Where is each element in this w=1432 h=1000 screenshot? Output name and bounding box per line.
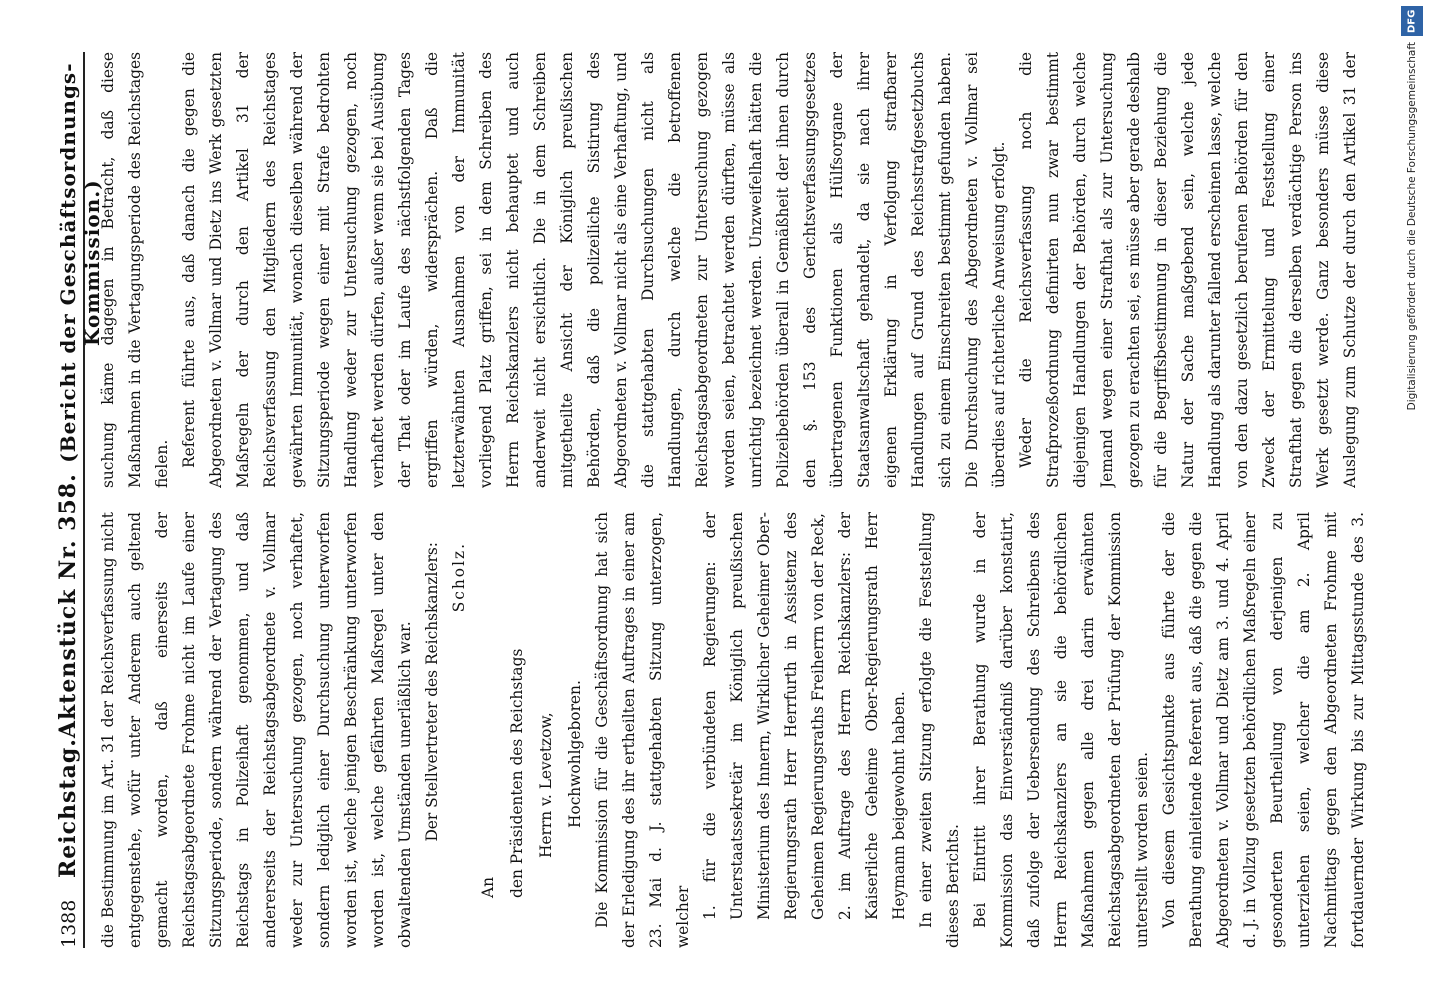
dfg-logo: DFG (1401, 6, 1423, 36)
page-header (55, 52, 104, 948)
column-right (95, 52, 1367, 488)
paragraph: In einer zweiten Sitzung erfolgte die Feststellung dieses Berichts. (917, 512, 962, 948)
list-item: 1. für die verbündeten Regierungen: der Unterstaatssekretär im Königlich preußischen Ministerium des Innern, Wirklicher Geheimer Ober-Regierungsrath Herr Herrfurth in Assistenz des Geheimen Regierungsraths Freiherrn von der Reck, (701, 512, 827, 920)
paragraph: Bei Eintritt ihrer Berathung wurde in der Kommission das Einverständniß darüber konstatirt, daß zufolge der Uebersendung des Schreibens des Herrn Reichskanzlers an sie die behördlichen Maßnahmen gegen alle drei darin erwähnten Reichstagsabgeordneten der Prüfung der Kommission unterstellt worden seien. (971, 512, 1151, 948)
rotated-page (41, 30, 1391, 970)
paragraph: Referent führte aus, daß danach die gegen die Abgeordneten v. Vollmar und Dietz ins Werk gesetzten Maßregeln der durch den Artikel 31 der Reichsverfassung den Mitgliedern des Reichstages gewährten Immunität, wonach dieselben während der Sitzungsperiode wegen einer mit Strafe bedrohten Handlung weder zur Untersuchung gezogen, noch verhaftet werden dürfen, außer wenn sie bei Ausübung der That oder im Laufe des nächstfolgenden Tages ergriffen würden, widersprächen. Daß die letzterwähnten Ausnahmen von der Immunität vorliegend Platz griffen, sei in dem Schreiben des Herrn Reichskanzlers nicht behauptet und auch anderweit nicht ersichtlich. Die in dem Schreiben mitgetheilte Ansicht der Königlich preußischen Behörden, daß die polizeiliche Sistirung des Abgeordneten v. Vollmar nicht als eine Verhaftung, und die stattgehabten Durchsuchungen nicht als Handlungen, durch welche die betroffenen Reichstagsabgeordneten zur Untersuchung gezogen worden seien, betrachtet werden dürften, müsse als unrichtig bezeichnet werden. Unzweifelhaft hätten die Polizeibehörden überall in Gemäßheit der ihnen durch den §. 153 des Gerichtsverfassungsgesetzes übertragenen Funktionen als Hülfsorgane der Staatsanwaltschaft gehandelt, da sie nach ihrer eigenen Erklärung in Verfolgung strafbarer Handlungen auf Grund des Reichsstrafgesetzbuchs sich zu einem Einschreiten bestimmt gefunden haben. Die Durchsuchung des Abgeordneten v. Vollmar sei überdies auf richterliche Anweisung erfolgt. (180, 52, 1008, 488)
column-left (95, 512, 1367, 948)
paragraph: Die Kommission für die Geschäftsordnung hat sich der Erledigung des ihr ertheilten Auftrages in einer am 23. Mai d. J. stattgehabten Sitzung unterzogen, welcher (593, 512, 692, 948)
dfg-sidebar (1393, 2, 1431, 998)
address-line: Hochwohlgeboren. (566, 680, 584, 828)
address-line: An (479, 876, 497, 898)
header-chamber: Reichstag. (55, 738, 81, 878)
list-item: 2. im Auftrage des Herrn Reichskanzlers: der Kaiserliche Geheime Ober-Regierungsrath Herr Heymann beigewohnt haben. (836, 512, 908, 920)
signature-title: Der Stellvertreter des Reichskanzlers: (423, 542, 441, 842)
paragraph: suchung käme dagegen in Betracht, daß diese Maßnahmen in die Vertagungsperiode des Reichstages fielen. (99, 52, 171, 488)
paragraph: Von diesem Gesichtspunkte aus führte der die Berathung einleitende Referent aus, daß die gegen die Abgeordneten v. Vollmar und Dietz am 3. und 4. April d. J. in Vollzug gesetzten behördlichen Maßregeln einer gesonderten Beurtheilung von derjenigen zu unterziehen seien, welcher die am 2. April Nachmittags gegen den Abgeordneten Frohme mit fortdauernder Wirkung bis zur Mittagsstunde des 3. (1160, 512, 1367, 948)
text-columns (95, 52, 1367, 948)
header-document-number: Aktenstück Nr. 358. (55, 473, 81, 739)
paragraph: die Bestimmung im Art. 31 der Reichsverfassung nicht entgegenstehe, wofür unter Anderem auch geltend gemacht worden, daß einerseits der Reichstagsabgeordnete Frohme nicht im Laufe einer Sitzungsperiode, sondern während der Vertagung des Reichstags in Polizeihaft genommen, und daß andererseits der Reichstagsabgeordnete v. Vollmar weder zur Untersuchung gezogen, noch verhaftet, sondern lediglich einer Durchsuchung unterworfen worden ist, welche jenigen Beschränkung unterworfen worden ist, welche gefährten Maßregel unter den obwaltenden Umständen unerläßlich war. (99, 512, 414, 948)
signature-name: Scholz. (450, 542, 468, 613)
dfg-funding-note: Digitalisierung gefördert durch die Deutsche Forschungsgemeinschaft (1406, 42, 1418, 411)
header-report-title: (Bericht der Geschäftsordnungs-Kommission.) (56, 62, 104, 463)
page-number: 1388 (58, 899, 80, 948)
address-line: den Präsidenten des Reichstags (508, 648, 526, 898)
address-line: Herrn v. Levetzow, (537, 712, 555, 858)
paragraph: Weder die Reichsverfassung noch die Strafprozeßordnung definirten nun zwar bestimmt diejenigen Handlungen der Behörden, durch welche Jemand wegen einer Strafthat als zur Untersuchung gezogen zu erachten sei, es müsse aber gerade deshalb für die Begriffsbestimmung in dieser Beziehung die Natur der Sache maßgebend sein, welche jede Handlung als darunter fallend erscheinen lasse, welche von den dazu gesetzlich berufenen Behörden für den Zweck der Ermittelung und Feststellung einer Strafthat gegen die derselben verdächtige Person ins Werk gesetzt werde. Ganz besonders müsse diese Auslegung zum Schutze der durch den Artikel 31 der (1017, 52, 1359, 488)
